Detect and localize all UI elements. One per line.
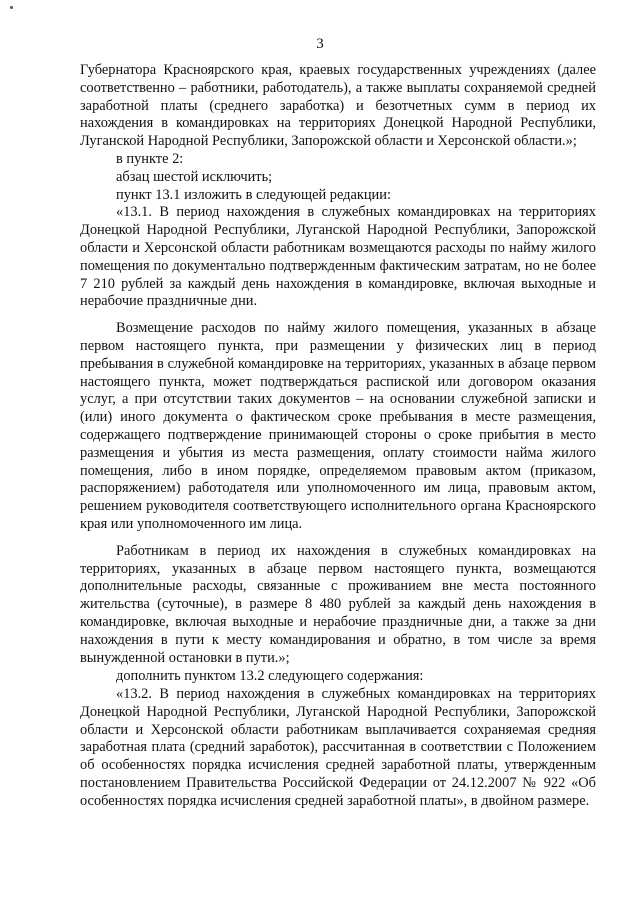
paragraph-point-13-2: «13.2. В период нахождения в служебных командировках на территориях Донецкой Народной Республики, Луганской Народной Республики, Запорожской области и Херсонской области работникам выплачивается сохраняемая средняя заработная плата (средний заработок), рассчитанная в соответствии с Положением об особенностях порядка исчисления средней заработной платы, утвержденным постановлением Правительства Российской Федерации от 24.12.2007 № 922 «Об особенностях порядка исчисления средней заработной платы», в двойном размере. [80,686,596,809]
paragraph-housing-reimbursement: Возмещение расходов по найму жилого помещения, указанных в абзаце первом настоящего пункта, при размещении у физических лиц в период пребывания в служебной командировке на территориях, указанных в абзаце первом настоящего пункта, может подтверждаться распиской или договором оказания услуг, а при отсутствии таких документов – на основании служебной записки и (или) иного документа о фактическом сроке пребывания в месте размещения, содержащего подтверждение принимающей стороны о сроке прибытия в место размещения и убытия из места размещения, оплату стоимости найма жилого помещения, либо в ином порядке, определяемом правовым актом (приказом, распоряжением) работодателя или уполномоченного им лица, правовым актом, решением руководителя соответствующего исполнительного органа Красноярского края или уполномоченного им лица. [80,320,596,532]
paragraph-point-2: в пункте 2: [116,150,184,167]
paragraph-point-13-1-intro: пункт 13.1 изложить в следующей редакции: [116,186,391,203]
document-body [80,62,596,811]
paragraph-exclude-sixth: абзац шестой исключить; [116,168,273,185]
page-number: 3 [316,36,324,52]
paragraph-continuation: Губернатора Красноярского края, краевых государственных учреждениях (далее соответственно – работники, работодатель), а также выплаты сохраняемой средней заработной платы (среднего заработка) и безотчетных сумм в период их нахождения в командировках на территориях Донецкой Народной Республики, Луганской Народной Республики, Запорожской области и Херсонской области.»; [80,62,596,150]
paragraph-point-13-2-intro: дополнить пунктом 13.2 следующего содержания: [116,668,424,685]
paragraph-point-13-1: «13.1. В период нахождения в служебных командировках на территориях Донецкой Народной Республики, Луганской Народной Республики, Запорожской области и Херсонской области работникам возмещаются расходы по найму жилого помещения по документально подтвержденным фактическим затратам, но не более 7 210 рублей за каждый день нахождения в командировке, включая выходные и нерабочие праздничные дни. [80,204,596,310]
scan-artifact [10,6,13,9]
paragraph-per-diem: Работникам в период их нахождения в служебных командировках на территориях, указанных в абзаце первом настоящего пункта, возмещаются дополнительные расходы, связанные с проживанием вне места постоянного жительства (суточные), в размере 8 480 рублей за каждый день нахождения в командировке, включая выходные и нерабочие праздничные дни, а также за дни нахождения в пути к месту командирования и обратно, в том числе за время вынужденной остановки в пути.»; [80,542,596,666]
